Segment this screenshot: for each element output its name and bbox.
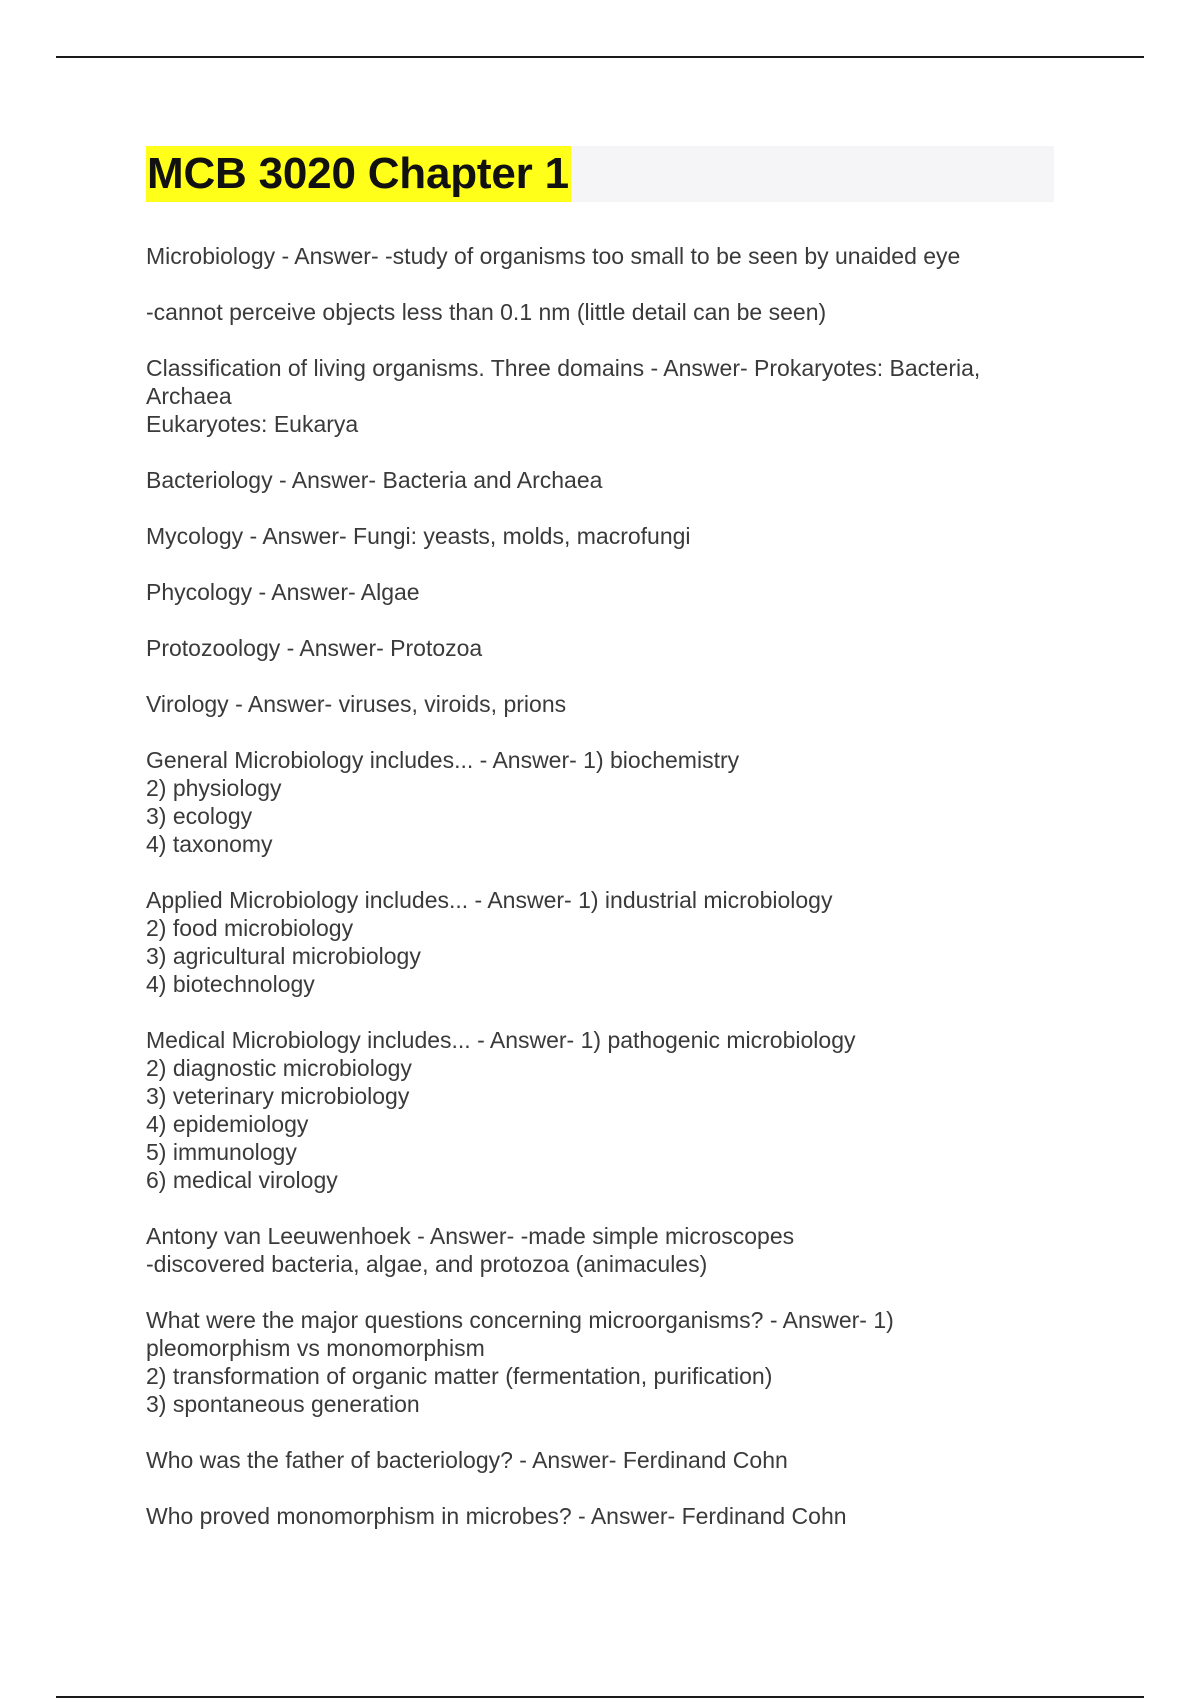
flashcard-line: Antony van Leeuwenhoek - Answer- -made simple microscopes: [146, 1223, 795, 1249]
flashcard-line: -cannot perceive objects less than 0.1 nm (little detail can be seen): [146, 299, 827, 325]
flashcard-line: Classification of living organisms. Three domains - Answer- Prokaryotes: Bacteria,: [146, 355, 981, 381]
flashcard-entry: [146, 1026, 1054, 1194]
bottom-rule: [56, 1696, 1144, 1698]
flashcard-line: Microbiology - Answer- -study of organisms too small to be seen by unaided eye: [146, 243, 961, 269]
flashcard-entry: [146, 578, 1054, 606]
flashcard-entry: [146, 1446, 1054, 1474]
flashcard-line: Mycology - Answer- Fungi: yeasts, molds, macrofungi: [146, 523, 691, 549]
flashcard-line: General Microbiology includes... - Answer- 1) biochemistry: [146, 747, 740, 773]
flashcard-entry: [146, 886, 1054, 998]
flashcard-entry: [146, 354, 1054, 438]
flashcard-line: 3) veterinary microbiology: [146, 1083, 410, 1109]
flashcard-line: Who was the father of bacteriology? - Answer- Ferdinand Cohn: [146, 1447, 788, 1473]
flashcard-line: pleomorphism vs monomorphism: [146, 1335, 485, 1361]
flashcard-line: 2) physiology: [146, 775, 282, 801]
flashcard-entry: [146, 242, 1054, 270]
flashcard-line: Virology - Answer- viruses, viroids, prions: [146, 691, 567, 717]
top-rule: [56, 56, 1144, 58]
flashcard-entry: [146, 1502, 1054, 1530]
flashcard-line: Phycology - Answer- Algae: [146, 579, 420, 605]
flashcard-list: [146, 242, 1054, 1530]
flashcard-entry: [146, 1222, 1054, 1278]
flashcard-line: 3) spontaneous generation: [146, 1391, 420, 1417]
flashcard-line: Bacteriology - Answer- Bacteria and Archaea: [146, 467, 603, 493]
flashcard-entry: [146, 1306, 1054, 1418]
document-page: [146, 146, 1054, 1558]
flashcard-line: 4) taxonomy: [146, 831, 273, 857]
page-title: MCB 3020 Chapter 1: [146, 146, 571, 202]
flashcard-line: 3) ecology: [146, 803, 253, 829]
flashcard-entry: [146, 466, 1054, 494]
flashcard-line: 5) immunology: [146, 1139, 297, 1165]
flashcard-line: Archaea: [146, 383, 232, 409]
flashcard-line: 2) diagnostic microbiology: [146, 1055, 412, 1081]
flashcard-entry: [146, 522, 1054, 550]
flashcard-line: Protozoology - Answer- Protozoa: [146, 635, 483, 661]
flashcard-line: 6) medical virology: [146, 1167, 338, 1193]
flashcard-line: What were the major questions concerning microorganisms? - Answer- 1): [146, 1307, 894, 1333]
title-band: [146, 146, 1054, 202]
flashcard-line: Applied Microbiology includes... - Answer- 1) industrial microbiology: [146, 887, 833, 913]
flashcard-line: Eukaryotes: Eukarya: [146, 411, 359, 437]
flashcard-line: Who proved monomorphism in microbes? - Answer- Ferdinand Cohn: [146, 1503, 847, 1529]
flashcard-line: -discovered bacteria, algae, and protozoa (animacules): [146, 1251, 708, 1277]
flashcard-entry: [146, 634, 1054, 662]
flashcard-line: 2) transformation of organic matter (fermentation, purification): [146, 1363, 773, 1389]
flashcard-line: 4) epidemiology: [146, 1111, 309, 1137]
flashcard-entry: [146, 298, 1054, 326]
flashcard-line: 3) agricultural microbiology: [146, 943, 421, 969]
flashcard-line: 2) food microbiology: [146, 915, 354, 941]
flashcard-line: 4) biotechnology: [146, 971, 315, 997]
flashcard-entry: [146, 746, 1054, 858]
flashcard-line: Medical Microbiology includes... - Answer- 1) pathogenic microbiology: [146, 1027, 856, 1053]
flashcard-entry: [146, 690, 1054, 718]
